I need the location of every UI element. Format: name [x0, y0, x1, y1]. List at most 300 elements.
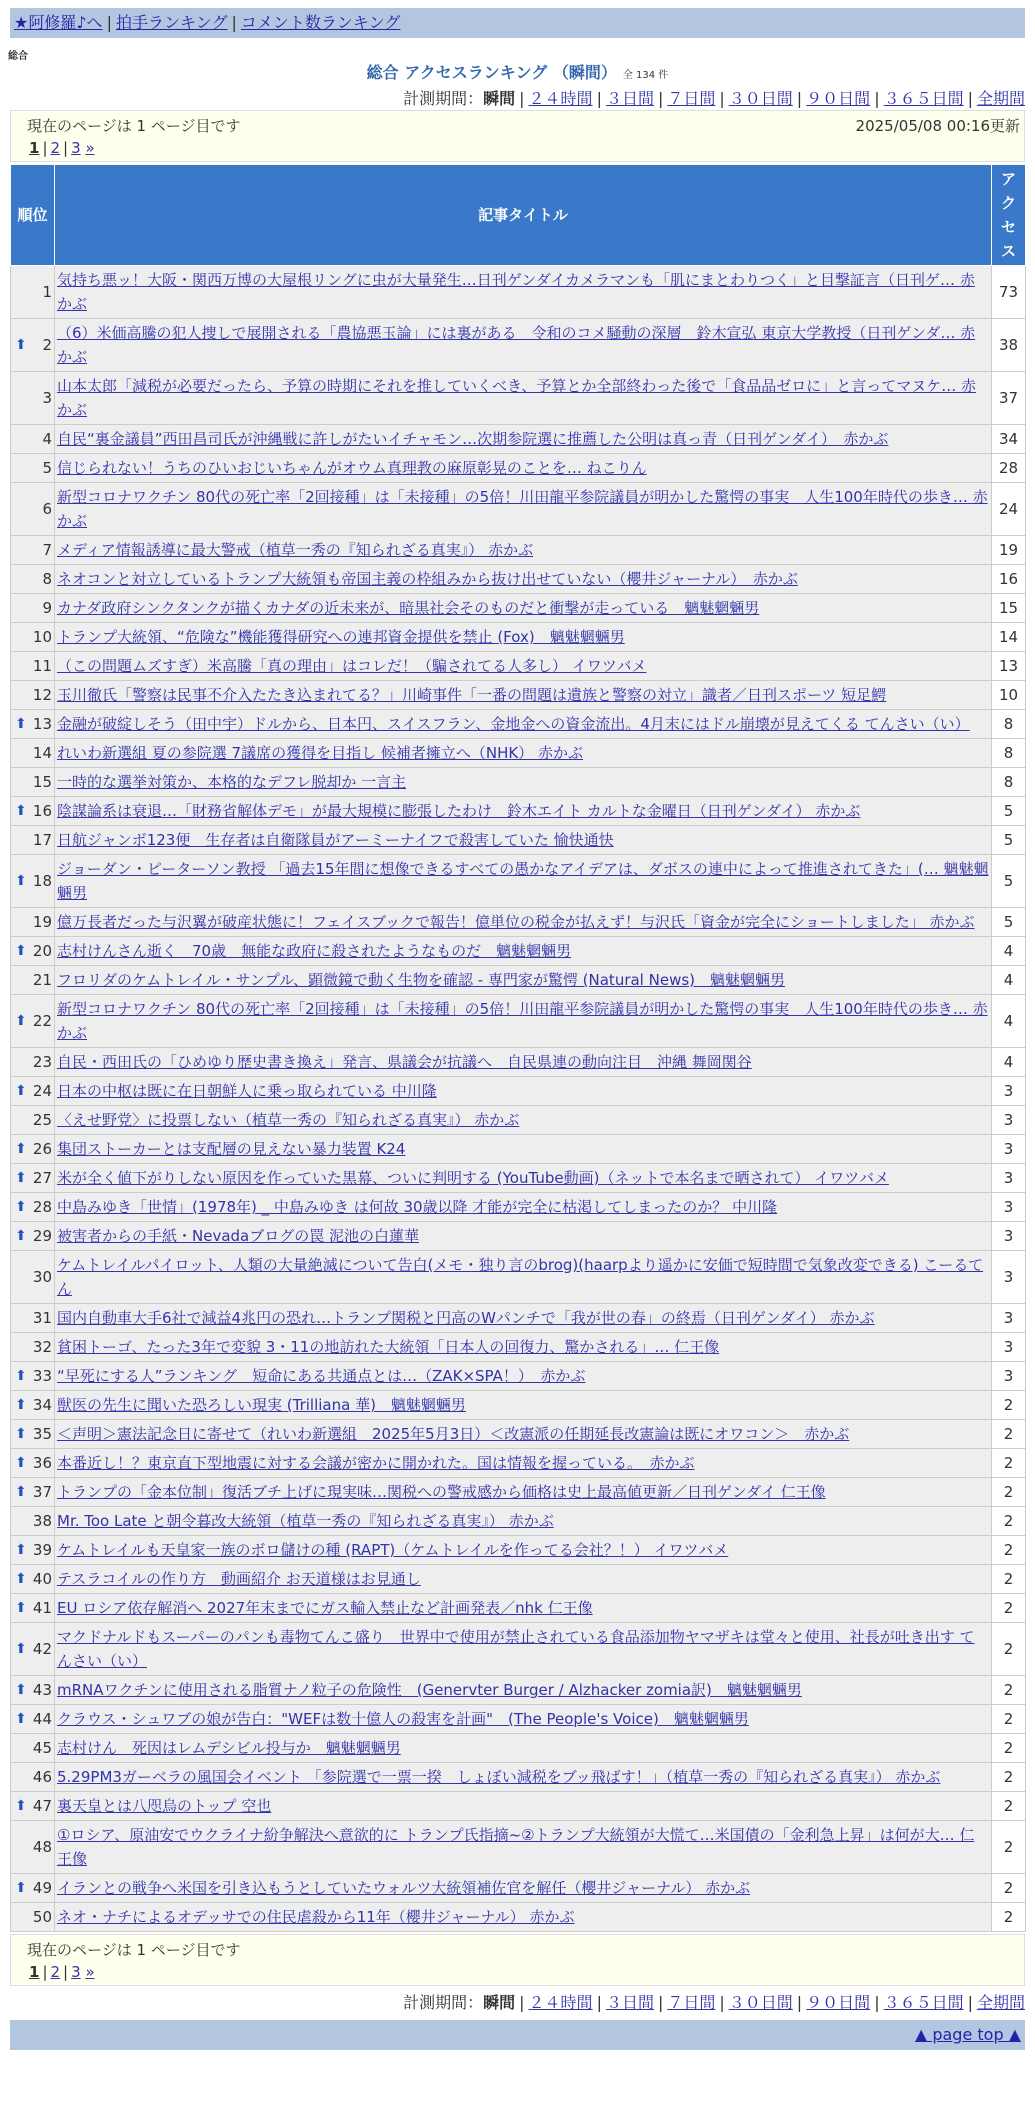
article-link[interactable]: カナダ政府シンクタンクが描くカナダの近未来が、暗黒社会そのものだと衝撃が走っている 魑魅魍魎男 — [57, 599, 760, 617]
rank-cell — [11, 1623, 55, 1676]
rank-number: 21 — [32, 971, 52, 989]
table-row — [11, 1106, 1026, 1135]
access-count: 38 — [992, 319, 1026, 372]
access-count: 3 — [992, 1193, 1026, 1222]
page-info-top — [10, 110, 1025, 162]
clap-ranking-link[interactable]: 拍手ランキング — [115, 13, 228, 32]
access-count: 2 — [992, 1565, 1026, 1594]
access-count: 24 — [992, 483, 1026, 536]
rank-cell — [11, 1048, 55, 1077]
rank-number: 3 — [42, 389, 52, 407]
rank-number: 32 — [32, 1338, 52, 1356]
rank-cell — [11, 1304, 55, 1333]
title-cell — [55, 1594, 992, 1623]
article-link[interactable]: クラウス・シュワブの娘が告白："WEFは数十億人の殺害を計画" (The People's Voice) 魑魅魍魎男 — [57, 1710, 749, 1728]
article-link[interactable]: 〈えせ野党〉に投票しない（植草一秀の『知られざる真実』） 赤かぶ — [57, 1111, 520, 1129]
access-count: 34 — [992, 425, 1026, 454]
article-link[interactable]: マクドナルドもスーパーのパンも毒物てんこ盛り 世界中で使用が禁止されている食品添加物ヤマザキは堂々と使用、社長が吐き出す てんさい（い） — [57, 1628, 975, 1670]
table-row — [11, 1222, 1026, 1251]
current-page-text: 現在のページは 1 ページ目です — [27, 117, 241, 135]
article-link[interactable]: メディア情報誘導に最大警戒（植草一秀の『知られざる真実』） 赤かぶ — [57, 541, 534, 559]
article-link[interactable]: 日航ジャンボ123便 生存者は自衛隊員がアーミーナイフで殺害していた 愉快通快 — [57, 831, 614, 849]
rank-cell — [11, 1734, 55, 1763]
table-row — [11, 710, 1026, 739]
article-link[interactable]: 志村けん 死因はレムデシビル投与か 魑魅魍魎男 — [57, 1739, 401, 1757]
period-option-3[interactable]: ３０日間 — [728, 1993, 793, 2012]
rank-number: 10 — [32, 628, 52, 646]
total-count: 全 134 件 — [622, 70, 669, 81]
period-selector-top — [403, 86, 1025, 109]
period-separator: | — [796, 89, 803, 108]
article-link[interactable]: ネオコンと対立しているトランプ大統領も帝国主義の枠組みから抜け出せていない（櫻井ジャーナル） 赤かぶ — [57, 570, 798, 588]
rank-number: 28 — [32, 1198, 52, 1216]
access-header: アクセス — [992, 165, 1026, 266]
article-link[interactable]: 自民・西田氏の「ひめゆり歴史書き換え」発言、県議会が抗議へ 自民県連の動向注目 沖縄 舞岡関谷 — [57, 1053, 752, 1071]
article-link[interactable]: ネオ・ナチによるオデッサでの住民虐殺から11年（櫻井ジャーナル） 赤かぶ — [57, 1908, 575, 1926]
rank-number: 19 — [32, 913, 52, 931]
title-cell — [55, 1135, 992, 1164]
rank-number: 43 — [32, 1681, 52, 1699]
rank-number: 37 — [32, 1483, 52, 1501]
rank-cell — [11, 1420, 55, 1449]
table-row — [11, 966, 1026, 995]
period-option-6[interactable]: 全期間 — [976, 1993, 1025, 2012]
access-count: 5 — [992, 855, 1026, 908]
pager-separator: | — [63, 139, 69, 157]
period-option-5[interactable]: ３６５日間 — [883, 1993, 964, 2012]
rank-cell — [11, 908, 55, 937]
rank-cell — [11, 372, 55, 425]
rank-cell — [11, 536, 55, 565]
rank-up-arrow-icon: ⬆ — [15, 1682, 27, 1698]
table-row — [11, 1874, 1026, 1903]
article-link[interactable]: 気持ち悪ッ！大阪・関西万博の大屋根リングに虫が大量発生…日刊ゲンダイカメラマンも「肌にまとわりつく」と目撃証言（日刊ゲ… 赤かぶ — [57, 271, 975, 313]
access-count: 8 — [992, 739, 1026, 768]
pager-next-link[interactable]: » — [85, 139, 95, 157]
period-label: 計測期間： — [403, 1993, 484, 2012]
period-option-0[interactable]: ２４時間 — [528, 89, 593, 108]
table-row — [11, 1420, 1026, 1449]
rank-cell — [11, 565, 55, 594]
period-option-1[interactable]: ３日間 — [605, 1993, 654, 2012]
access-count: 3 — [992, 1222, 1026, 1251]
rank-cell — [11, 1449, 55, 1478]
rank-number: 22 — [32, 1012, 52, 1030]
title-cell — [55, 1676, 992, 1705]
period-separator: | — [596, 89, 602, 108]
rank-number: 6 — [42, 500, 52, 518]
article-link[interactable]: 中島みゆき「世情」(1978年) _ 中島みゆき は何故 30歳以降 才能が完全に枯渇してしまったのか？ 中川隆 — [57, 1198, 778, 1216]
table-row — [11, 1676, 1026, 1705]
rank-up-arrow-icon: ⬆ — [15, 1228, 27, 1244]
rank-number: 41 — [32, 1599, 52, 1617]
rank-cell — [11, 1507, 55, 1536]
table-row — [11, 797, 1026, 826]
table-row — [11, 681, 1026, 710]
title-cell — [55, 1420, 992, 1449]
title-cell — [55, 826, 992, 855]
title-cell — [55, 768, 992, 797]
access-count: 13 — [992, 652, 1026, 681]
rank-cell — [11, 1705, 55, 1734]
rank-cell — [11, 1874, 55, 1903]
current-page-text: 現在のページは 1 ページ目です — [27, 1941, 241, 1959]
pager-current-page: 1 — [29, 1963, 40, 1981]
rank-cell — [11, 1362, 55, 1391]
title-cell — [55, 1874, 992, 1903]
table-row — [11, 536, 1026, 565]
rank-cell — [11, 681, 55, 710]
pager-page-link[interactable]: 2 — [50, 139, 61, 157]
rank-number: 16 — [32, 802, 52, 820]
rank-cell — [11, 483, 55, 536]
pager-next-link[interactable]: » — [85, 1963, 95, 1981]
access-count: 2 — [992, 1594, 1026, 1623]
rank-up-arrow-icon: ⬆ — [15, 1798, 27, 1814]
article-link[interactable]: （この問題ムズすぎ）米高騰「真の理由」はコレだ！（騙されてる人多し） イワツバメ — [57, 657, 647, 675]
rank-number: 24 — [32, 1082, 52, 1100]
rank-number: 5 — [42, 459, 52, 477]
table-row — [11, 1594, 1026, 1623]
access-count: 16 — [992, 565, 1026, 594]
section-label: 総合 — [8, 51, 28, 62]
rank-number: 36 — [32, 1454, 52, 1472]
rank-cell — [11, 1676, 55, 1705]
article-link[interactable]: 米が全く値下がりしない原因を作っていた黒幕、ついに判明する (YouTube動画)（ネットで本名まで晒されて） イワツバメ — [57, 1169, 889, 1187]
table-row — [11, 1821, 1026, 1874]
rank-number: 45 — [32, 1739, 52, 1757]
rank-number: 50 — [32, 1908, 52, 1926]
article-link[interactable]: 裏天皇とは八咫烏のトップ 空也 — [57, 1797, 272, 1815]
article-link[interactable]: Mr. Too Late と朝令暮改大統領（植草一秀の『知られざる真実』） 赤かぶ — [57, 1512, 554, 1530]
article-link[interactable]: イランとの戦争へ米国を引き込もうとしていたウォルツ大統領補佐官を解任（櫻井ジャーナル） 赤かぶ — [57, 1879, 751, 1897]
article-link[interactable]: 金融が破綻しそう（田中宇）ドルから、日本円、スイスフラン、金地金への資金流出。4月末にはドル崩壊が見えてくる てんさい（い） — [57, 715, 970, 733]
article-link[interactable]: トランプ大統領、“危険な”機能獲得研究への連邦資金提供を禁止 (Fox) 魑魅魍魎男 — [57, 628, 625, 646]
period-label: 計測期間： — [403, 89, 484, 108]
access-count: 3 — [992, 1304, 1026, 1333]
title-cell — [55, 1193, 992, 1222]
nav-separator: | — [231, 13, 237, 32]
article-link[interactable]: 獣医の先生に聞いた恐ろしい現実 (Trilliana 華) 魑魅魍魎男 — [57, 1396, 466, 1414]
article-link[interactable]: 国内自動車大手6社で減益4兆円の恐れ…トランプ関税と円高のWパンチで「我が世の春」の終焉（日刊ゲンダイ） 赤かぶ — [57, 1309, 875, 1327]
article-link[interactable]: ①ロシア、原油安でウクライナ紛争解決へ意欲的に トランプ氏指摘~②トランプ大統領が大慌て…米国債の「金利急上昇」は何が大… 仁王像 — [57, 1826, 975, 1868]
access-count: 4 — [992, 937, 1026, 966]
rank-up-arrow-icon: ⬆ — [15, 1170, 27, 1186]
pager-separator: | — [42, 139, 48, 157]
table-row — [11, 1251, 1026, 1304]
pager-page-link[interactable]: 3 — [71, 139, 81, 157]
rank-number: 15 — [32, 773, 52, 791]
access-count: 3 — [992, 1077, 1026, 1106]
comment-ranking-link[interactable]: コメント数ランキング — [240, 13, 401, 32]
article-link[interactable]: れいわ新選組 夏の参院選 7議席の獲得を目指し 候補者擁立へ（NHK） 赤かぶ — [57, 744, 583, 762]
article-link[interactable]: ケムトレイルも天皇家一族のボロ儲けの種 (RAPT)（ケムトレイルを作ってる会社？！） イワツバメ — [57, 1541, 729, 1559]
access-count: 2 — [992, 1536, 1026, 1565]
access-count: 2 — [992, 1623, 1026, 1676]
rank-number: 12 — [32, 686, 52, 704]
rank-cell — [11, 1333, 55, 1362]
article-link[interactable]: トランプの「金本位制」復活ブチ上げに現実味…関税への警戒感から価格は史上最高値更新／日刊ゲンダイ 仁王像 — [57, 1483, 826, 1501]
period-separator: | — [657, 89, 664, 108]
article-link[interactable]: ジョーダン・ピーターソン教授 「過去15年間に想像できるすべての愚かなアイデアは、ダボスの連中によって推進されてきた」(… 魑魅魍魎男 — [57, 860, 989, 902]
rank-cell — [11, 1792, 55, 1821]
rank-cell — [11, 1164, 55, 1193]
pager-bottom — [29, 1963, 95, 1981]
title-cell — [55, 425, 992, 454]
title-cell — [55, 908, 992, 937]
period-option-1[interactable]: ３日間 — [605, 89, 654, 108]
article-link[interactable]: 山本太郎「減税が必要だったら、予算の時期にそれを推していくべき、予算とか全部終わった後で「食品品ゼロに」と言ってマヌケ… 赤かぶ — [57, 377, 977, 419]
article-link[interactable]: 玉川徹氏「警察は民事不介入たたき込まれてる？」川崎事件「一番の問題は遺族と警察の対立」識者／日刊スポーツ 短足鰐 — [57, 686, 887, 704]
rank-number: 8 — [42, 570, 52, 588]
table-row — [11, 623, 1026, 652]
article-link[interactable]: 億万長者だった与沢翼が破産状態に！フェイスブックで報告！億単位の税金が払えず！与沢氏「資金が完全にショートしました」 赤かぶ — [57, 913, 975, 931]
title-cell — [55, 1821, 992, 1874]
rank-number: 1 — [42, 283, 52, 301]
rank-header: 順位 — [11, 165, 55, 266]
rank-number: 30 — [32, 1268, 52, 1286]
rank-cell — [11, 1903, 55, 1932]
article-link[interactable]: 本番近し！？東京直下型地震に対する会議が密かに開かれた。国は情報を握っている。 赤かぶ — [57, 1454, 695, 1472]
table-row — [11, 1705, 1026, 1734]
access-count: 37 — [992, 372, 1026, 425]
ranking-title: 総合 アクセスランキング （瞬間） — [366, 63, 617, 82]
period-option-2[interactable]: ７日間 — [667, 89, 716, 108]
table-row — [11, 319, 1026, 372]
access-count: 10 — [992, 681, 1026, 710]
period-option-4[interactable]: ９０日間 — [806, 1993, 871, 2012]
table-row — [11, 483, 1026, 536]
rank-up-arrow-icon: ⬆ — [15, 1711, 27, 1727]
title-cell — [55, 681, 992, 710]
rank-up-arrow-icon: ⬆ — [15, 873, 27, 889]
period-separator: | — [519, 1993, 525, 2012]
rank-up-arrow-icon: ⬆ — [15, 1484, 27, 1500]
access-count: 2 — [992, 1391, 1026, 1420]
title-cell — [55, 1623, 992, 1676]
access-count: 3 — [992, 1106, 1026, 1135]
period-option-3[interactable]: ３０日間 — [728, 89, 793, 108]
rank-up-arrow-icon: ⬆ — [15, 1571, 27, 1587]
table-row — [11, 826, 1026, 855]
access-count: 28 — [992, 454, 1026, 483]
table-row — [11, 855, 1026, 908]
title-header: 記事タイトル — [55, 165, 992, 266]
period-separator: | — [967, 1993, 973, 2012]
page-info-bottom — [10, 1934, 1025, 1986]
table-row — [11, 652, 1026, 681]
title-cell — [55, 1077, 992, 1106]
table-row — [11, 594, 1026, 623]
title-cell — [55, 1222, 992, 1251]
access-count: 2 — [992, 1734, 1026, 1763]
access-count: 3 — [992, 1251, 1026, 1304]
article-link[interactable]: EU ロシア依存解消へ 2027年末までにガス輸入禁止など計画発表／nhk 仁王像 — [57, 1599, 593, 1617]
period-current: 瞬間 — [483, 1993, 516, 2012]
access-count: 2 — [992, 1792, 1026, 1821]
title-cell — [55, 1507, 992, 1536]
article-link[interactable]: 自民“裏金議員”西田昌司氏が沖縄戦に許しがたいイチャモン…次期参院選に推薦した公明は真っ青（日刊ゲンダイ） 赤かぶ — [57, 430, 889, 448]
article-link[interactable]: 5.29PM3ガーベラの風国会イベント 「参院選で一票一揆 しょぼい減税をブッ飛ばす！」（植草一秀の『知られざる真実』） 赤かぶ — [57, 1768, 941, 1786]
title-cell — [55, 966, 992, 995]
article-link[interactable]: ケムトレイルパイロット、人類の大量絶滅について告白(メモ・独り言のbrog)(haarpより遥かに安価で短時間で気象改変できる) こーるてん — [57, 1256, 984, 1298]
title-cell — [55, 1048, 992, 1077]
title-cell — [55, 623, 992, 652]
period-current: 瞬間 — [483, 89, 516, 108]
title-cell — [55, 995, 992, 1048]
rank-cell — [11, 425, 55, 454]
table-row — [11, 1304, 1026, 1333]
rank-number: 17 — [32, 831, 52, 849]
table-row — [11, 1048, 1026, 1077]
table-row — [11, 425, 1026, 454]
title-cell — [55, 1251, 992, 1304]
access-count: 4 — [992, 966, 1026, 995]
title-cell — [55, 1903, 992, 1932]
title-cell — [55, 594, 992, 623]
table-row — [11, 1623, 1026, 1676]
table-row — [11, 1449, 1026, 1478]
title-cell — [55, 797, 992, 826]
table-row — [11, 1478, 1026, 1507]
title-cell — [55, 855, 992, 908]
rank-up-arrow-icon: ⬆ — [15, 803, 27, 819]
access-count: 2 — [992, 1821, 1026, 1874]
rank-up-arrow-icon: ⬆ — [15, 1880, 27, 1896]
rank-cell — [11, 797, 55, 826]
table-row — [11, 372, 1026, 425]
title-cell — [55, 652, 992, 681]
period-selector-bottom — [403, 1990, 1025, 2013]
article-link[interactable]: mRNAワクチンに使用される脂質ナノ粒子の危険性 (Genervter Burger / Alzhacker zomia訳) 魑魅魍魎男 — [57, 1681, 802, 1699]
rank-cell — [11, 1821, 55, 1874]
rank-up-arrow-icon: ⬆ — [15, 1542, 27, 1558]
period-separator: | — [874, 1993, 880, 2012]
table-row — [11, 995, 1026, 1048]
article-link[interactable]: テスラコイルの作り方 動画紹介 お天道様はお見通し — [57, 1570, 421, 1588]
rank-cell — [11, 623, 55, 652]
rank-up-arrow-icon: ⬆ — [15, 1641, 27, 1657]
period-option-0[interactable]: ２４時間 — [528, 1993, 593, 2012]
rank-number: 29 — [32, 1227, 52, 1245]
access-count: 2 — [992, 1874, 1026, 1903]
rank-number: 42 — [32, 1640, 52, 1658]
title-cell — [55, 319, 992, 372]
rank-cell — [11, 319, 55, 372]
article-link[interactable]: 信じられない！うちのひいおじいちゃんがオウム真理教の麻原彰晃のことを… ねこりん — [57, 459, 647, 477]
pager-page-link[interactable]: 3 — [71, 1963, 81, 1981]
pager-separator: | — [42, 1963, 48, 1981]
article-link[interactable]: ＜声明＞憲法記念日に寄せて（れいわ新選組 2025年5月3日）＜改憲派の任期延長改憲論は既にオワコン＞ 赤かぶ — [57, 1425, 850, 1443]
page-title — [0, 60, 1035, 83]
rank-cell — [11, 1193, 55, 1222]
rank-cell — [11, 652, 55, 681]
access-count: 2 — [992, 1420, 1026, 1449]
rank-up-arrow-icon: ⬆ — [15, 1397, 27, 1413]
rank-up-arrow-icon: ⬆ — [15, 943, 27, 959]
pager-page-link[interactable]: 2 — [50, 1963, 61, 1981]
period-option-4[interactable]: ９０日間 — [806, 89, 871, 108]
rank-up-arrow-icon: ⬆ — [15, 1141, 27, 1157]
bottom-bar — [10, 2020, 1025, 2050]
table-row — [11, 739, 1026, 768]
period-separator: | — [596, 1993, 602, 2012]
ranking-body — [11, 266, 1026, 1932]
access-count: 2 — [992, 1478, 1026, 1507]
rank-cell — [11, 1222, 55, 1251]
rank-number: 9 — [42, 599, 52, 617]
pager-top — [29, 139, 95, 157]
article-link[interactable]: フロリダのケムトレイル・サンプル、顕微鏡で動く生物を確認 - 専門家が驚愕 (Natural News) 魑魅魍魎男 — [57, 971, 786, 989]
period-option-5[interactable]: ３６５日間 — [883, 89, 964, 108]
title-cell — [55, 266, 992, 319]
rank-cell — [11, 937, 55, 966]
title-cell — [55, 536, 992, 565]
access-count: 5 — [992, 826, 1026, 855]
period-separator: | — [874, 89, 880, 108]
rank-up-arrow-icon: ⬆ — [15, 1600, 27, 1616]
access-count: 2 — [992, 1676, 1026, 1705]
title-cell — [55, 454, 992, 483]
updated-timestamp: 2025/05/08 00:16更新 — [855, 117, 1020, 135]
title-cell — [55, 372, 992, 425]
table-row — [11, 266, 1026, 319]
period-option-6[interactable]: 全期間 — [976, 89, 1025, 108]
page-top-link[interactable]: ▲ page top ▲ — [914, 2025, 1021, 2044]
home-link[interactable]: ★阿修羅♪へ — [14, 13, 103, 32]
article-link[interactable]: 日本の中枢は既に在日朝鮮人に乗っ取られている 中川隆 — [57, 1082, 437, 1100]
article-link[interactable]: （6）米価高騰の犯人捜しで展開される「農協悪玉論」には裏がある 令和のコメ騒動の深層 鈴木宣弘 東京大学教授（日刊ゲンダ… 赤かぶ — [57, 324, 976, 366]
article-link[interactable]: 貧困トーゴ、たった3年で変貌 3・11の地訪れた大統領「日本人の回復力、驚かされる」… 仁王像 — [57, 1338, 720, 1356]
article-link[interactable]: 一時的な選挙対策か、本格的なデフレ脱却か 一言主 — [57, 773, 407, 791]
table-row — [11, 1164, 1026, 1193]
rank-number: 7 — [42, 541, 52, 559]
title-cell — [55, 483, 992, 536]
period-separator: | — [519, 89, 525, 108]
access-count: 19 — [992, 536, 1026, 565]
article-link[interactable]: 被害者からの手紙・Nevadaブログの罠 泥池の白蓮華 — [57, 1227, 420, 1245]
table-row — [11, 565, 1026, 594]
rank-cell — [11, 966, 55, 995]
title-cell — [55, 1536, 992, 1565]
article-link[interactable]: 新型コロナワクチン 80代の死亡率「2回接種」は「未接種」の5倍！川田龍平参院議員が明かした驚愕の事実 人生100年時代の歩き… 赤かぶ — [57, 488, 988, 530]
rank-cell — [11, 1763, 55, 1792]
rank-number: 27 — [32, 1169, 52, 1187]
access-count: 2 — [992, 1705, 1026, 1734]
rank-cell — [11, 1106, 55, 1135]
article-link[interactable]: 志村けんさん逝く 70歳 無能な政府に殺されたようなものだ 魑魅魍魎男 — [57, 942, 572, 960]
access-count: 3 — [992, 1333, 1026, 1362]
title-cell — [55, 1164, 992, 1193]
article-link[interactable]: “早死にする人”ランキング 短命にある共通点とは…（ZAK×SPA！） 赤かぶ — [57, 1367, 586, 1385]
rank-number: 44 — [32, 1710, 52, 1728]
access-count: 15 — [992, 594, 1026, 623]
article-link[interactable]: 陰謀論系は衰退…「財務省解体デモ」が最大規模に膨張したわけ 鈴木エイト カルトな金曜日（日刊ゲンダイ） 赤かぶ — [57, 802, 861, 820]
rank-number: 4 — [42, 430, 52, 448]
article-link[interactable]: 集団ストーカーとは支配層の見えない暴力装置 K24 — [57, 1140, 406, 1158]
rank-number: 18 — [32, 872, 52, 890]
access-count: 2 — [992, 1507, 1026, 1536]
period-separator: | — [796, 1993, 803, 2012]
title-cell — [55, 1449, 992, 1478]
article-link[interactable]: 新型コロナワクチン 80代の死亡率「2回接種」は「未接種」の5倍！川田龍平参院議員が明かした驚愕の事実 人生100年時代の歩き… 赤かぶ — [57, 1000, 988, 1042]
access-count: 2 — [992, 1763, 1026, 1792]
rank-number: 20 — [32, 942, 52, 960]
rank-number: 26 — [32, 1140, 52, 1158]
table-row — [11, 1792, 1026, 1821]
period-option-2[interactable]: ７日間 — [667, 1993, 716, 2012]
table-row — [11, 1193, 1026, 1222]
